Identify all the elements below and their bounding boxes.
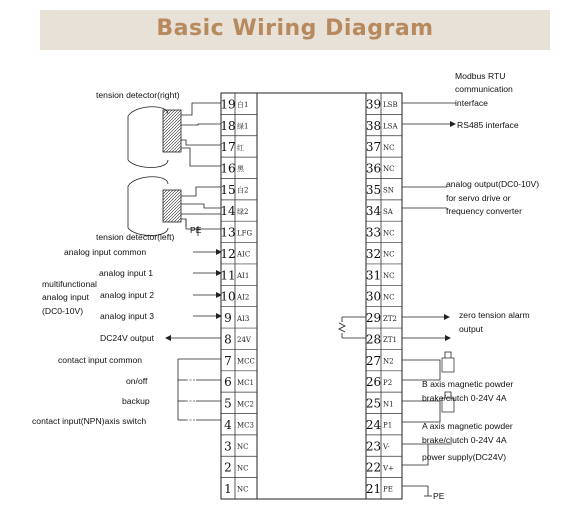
dc24v-output-label: DC24V output	[100, 333, 154, 343]
onoff-label: on/off	[126, 376, 148, 386]
left-terminal-label: 白2	[237, 186, 249, 195]
analog-output-label-line3: frequency converter	[446, 206, 522, 216]
right-terminal-number: 31	[365, 268, 382, 283]
right-terminal-label: NC	[383, 250, 395, 259]
analog-output-label-line1: analog output(DC0-10V)	[446, 179, 540, 189]
right-terminal-number: 29	[365, 311, 382, 326]
right-terminal-strip	[366, 93, 402, 499]
analog-input-2-label: analog input 2	[100, 290, 154, 300]
right-terminal-number: 36	[365, 161, 382, 176]
right-terminal-number: 26	[365, 375, 382, 390]
left-terminal-number: 1	[224, 482, 232, 497]
contact-common-label: contact input common	[58, 355, 143, 365]
right-terminal-label: P2	[383, 378, 393, 387]
left-terminal-label: 白1	[237, 101, 249, 110]
left-terminal-label: AI3	[237, 314, 250, 323]
left-terminal-label: NC	[237, 442, 249, 451]
right-terminal-label: N1	[383, 400, 394, 409]
right-terminal-label: LSB	[383, 101, 398, 110]
left-terminal-number: 3	[224, 439, 232, 454]
left-terminal-label: 绿1	[237, 122, 249, 131]
right-terminal-label: P1	[383, 421, 393, 430]
right-terminal-number: 21	[365, 482, 382, 497]
right-terminal-number: 22	[365, 460, 382, 475]
b-axis-label-line1: B axis magnetic powder	[422, 379, 514, 389]
right-terminal-label: SN	[383, 186, 394, 195]
multifunctional-label-line3: (DC0-10V)	[42, 306, 84, 316]
left-terminal-label: AIC	[237, 250, 251, 259]
pe-label-right: PE	[433, 491, 445, 501]
left-terminal-label: 黑	[237, 165, 244, 174]
left-terminal-number: 15	[220, 182, 236, 197]
tension-detector-right-label: tension detector(right)	[96, 90, 180, 100]
right-terminal-label: NC	[383, 165, 395, 174]
backup-label: backup	[122, 396, 150, 406]
left-terminal-number: 9	[224, 311, 232, 326]
left-terminal-strip	[220, 93, 257, 499]
left-terminal-number: 11	[220, 268, 236, 283]
right-terminal-number: 34	[365, 204, 382, 219]
left-terminal-label: MCC	[237, 357, 255, 366]
left-terminal-number: 14	[220, 204, 236, 219]
zero-tension-label-line1: zero tension alarm	[459, 310, 530, 320]
left-terminal-number: 19	[220, 97, 236, 112]
analog-input-3-label: analog input 3	[100, 311, 154, 321]
right-terminal-number: 23	[365, 439, 382, 454]
tension-detector-right	[128, 103, 221, 168]
left-terminal-label: AI1	[237, 272, 250, 281]
zero-tension-label-line2: output	[459, 324, 483, 334]
right-terminal-number: 33	[365, 225, 382, 240]
left-terminal-label: LFG	[237, 229, 253, 238]
diagram-title: Basic Wiring Diagram	[156, 16, 434, 41]
a-axis-label-line2: brake/clutch 0-24V 4A	[422, 435, 507, 445]
left-terminal-number: 16	[220, 161, 236, 176]
b-axis-label-line2: brake/clutch 0-24V 4A	[422, 393, 507, 403]
left-terminal-number: 10	[220, 289, 236, 304]
left-terminal-label: 红	[237, 143, 244, 152]
right-terminal-label: ZT2	[383, 314, 397, 323]
right-terminal-label: V+	[383, 464, 394, 473]
right-terminal-number: 25	[365, 396, 382, 411]
right-terminal-number: 24	[365, 417, 382, 432]
pe-label-left: PE	[190, 225, 202, 235]
left-terminal-number: 2	[224, 460, 232, 475]
modbus-label-line1: Modbus RTU	[455, 71, 506, 81]
modbus-label-line3: interface	[455, 98, 488, 108]
left-terminal-label: 24V	[237, 336, 251, 345]
tension-detector-left-label: tension detector(left)	[96, 232, 175, 242]
right-terminal-label: NC	[383, 293, 395, 302]
right-terminal-label: N2	[383, 357, 394, 366]
left-terminal-label: MC1	[237, 378, 254, 387]
right-terminal-number: 27	[365, 353, 382, 368]
left-terminal-number: 4	[224, 417, 232, 432]
right-terminal-number: 38	[365, 118, 382, 133]
right-terminal-label: SA	[383, 207, 393, 216]
analog-input-1-label: analog input 1	[99, 268, 153, 278]
right-terminal-label: NC	[383, 272, 395, 281]
modbus-label-line2: communication	[455, 84, 513, 94]
right-terminal-label: NC	[383, 229, 395, 238]
left-terminal-number: 13	[220, 225, 236, 240]
power-supply-label: power supply(DC24V)	[422, 452, 507, 462]
right-terminal-label: ZT1	[383, 336, 397, 345]
multifunctional-label-line1: multifunctional	[42, 279, 97, 289]
right-terminal-number: 30	[365, 289, 382, 304]
right-terminal-label: NC	[383, 143, 395, 152]
multifunctional-label-line2: analog input	[42, 292, 89, 302]
right-terminal-number: 35	[365, 182, 382, 197]
right-terminal-number: 28	[365, 332, 382, 347]
analog-common-label: analog input common	[64, 247, 147, 257]
right-terminal-label: V-	[383, 442, 390, 451]
left-terminal-label: NC	[237, 464, 249, 473]
right-terminal-label: LSA	[383, 122, 398, 131]
tension-detector-left	[128, 177, 221, 236]
right-terminal-label: PE	[383, 485, 393, 494]
left-terminal-label: AI2	[237, 293, 250, 302]
a-axis-label-line1: A axis magnetic powder	[422, 421, 513, 431]
right-terminal-number: 39	[365, 97, 382, 112]
left-terminal-number: 5	[224, 396, 232, 411]
left-terminal-number: 6	[224, 375, 232, 390]
right-terminal-number: 37	[365, 140, 382, 155]
left-terminal-number: 12	[220, 246, 236, 261]
left-terminal-number: 17	[220, 140, 236, 155]
axis-switch-label: contact input(NPN)axis switch	[32, 416, 147, 426]
left-wiring	[166, 226, 221, 420]
left-terminal-number: 18	[220, 118, 236, 133]
left-terminal-number: 7	[224, 353, 232, 368]
left-terminal-label: MC3	[237, 421, 254, 430]
right-terminal-number: 32	[365, 246, 382, 261]
left-terminal-label: MC2	[237, 400, 254, 409]
analog-output-label-line2: for servo drive or	[446, 193, 511, 203]
rs485-label: RS485 interface	[457, 120, 519, 130]
left-terminal-number: 8	[224, 332, 232, 347]
left-terminal-label: 绿2	[237, 207, 249, 216]
left-terminal-label: NC	[237, 485, 249, 494]
